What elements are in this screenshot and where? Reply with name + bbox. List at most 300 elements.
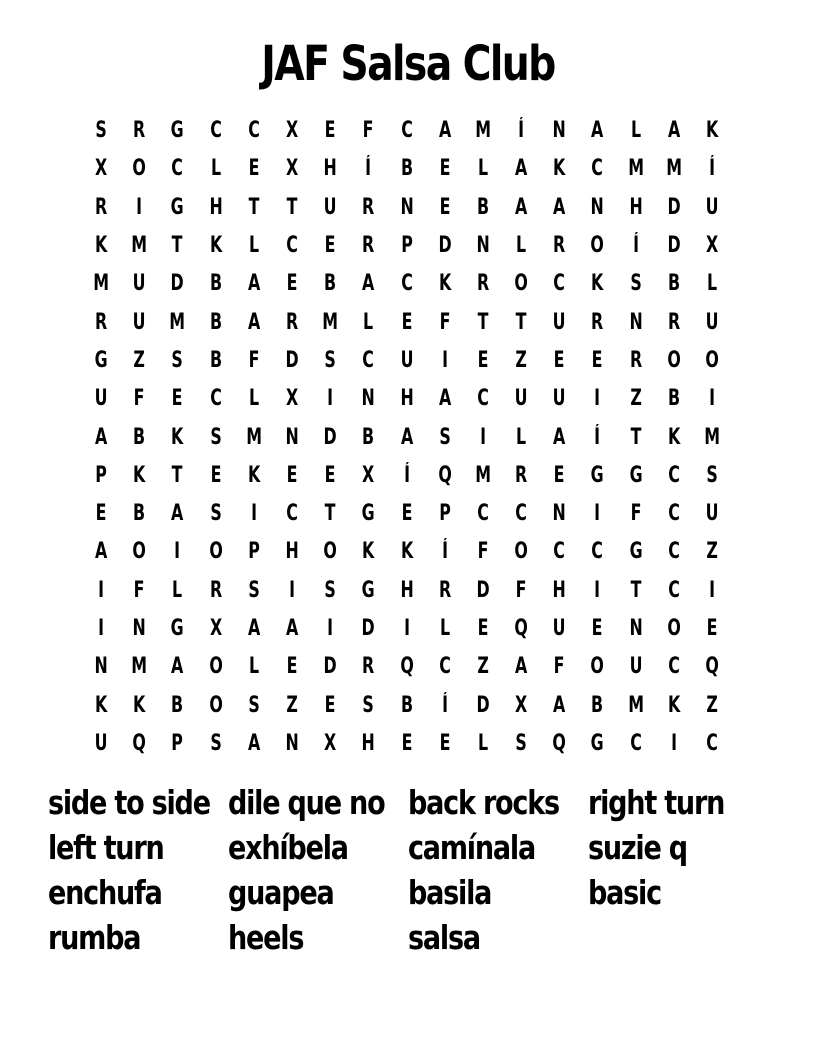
grid-letter: A [591,118,604,144]
grid-letter: I [441,347,448,373]
grid-letter: M [627,156,644,182]
word-list-item: right turn [588,783,725,822]
grid-letter: K [553,156,566,182]
grid-letter: B [209,271,222,297]
grid-row [82,112,731,150]
grid-letter: D [361,616,375,641]
grid-letter: A [400,424,413,450]
word-search-grid [82,112,731,763]
grid-letter: D [438,233,452,259]
grid-letter: X [209,616,222,641]
grid-letter: I [327,616,334,641]
grid-letter: A [285,616,299,641]
word-list-item: exhíbela [228,828,348,867]
grid-letter: C [171,156,184,182]
grid-letter: B [362,424,375,450]
grid-letter: H [323,156,337,182]
grid-row [82,648,731,686]
grid-letter: A [515,194,528,220]
grid-letter: C [286,233,298,259]
grid-letter: I [480,424,486,450]
grid-letter: K [171,424,184,450]
grid-row [82,686,731,724]
grid-letter: A [515,654,528,680]
grid-letter: N [285,424,299,450]
grid-letter: Í [594,424,601,450]
grid-letter: P [400,233,413,259]
grid-letter: D [323,424,337,450]
grid-letter: A [438,386,451,412]
grid-letter: U [94,730,108,756]
grid-row [82,495,731,533]
grid-letter: K [133,692,146,718]
grid-row [82,572,731,610]
grid-letter: H [285,539,299,565]
grid-letter: P [95,462,107,488]
grid-letter: T [515,309,527,335]
grid-letter: H [399,577,414,603]
grid-letter: Í [441,539,448,565]
grid-letter: T [172,233,183,259]
grid-letter: F [133,577,145,603]
grid-letter: O [208,654,223,680]
grid-letter: B [667,386,680,412]
grid-letter: D [667,233,681,259]
word-list-item: basic [588,873,661,912]
grid-letter: O [208,692,223,718]
grid-letter: E [172,386,183,412]
grid-letter: C [668,539,680,565]
grid-letter: A [553,424,566,450]
grid-letter: C [553,539,566,565]
grid-row [82,418,731,456]
grid-letter: R [362,194,375,220]
grid-row [82,342,731,380]
grid-letter: O [132,539,147,565]
grid-letter: S [209,730,222,756]
grid-letter: S [439,424,451,450]
grid-letter: B [476,194,490,220]
grid-letter: Q [705,654,719,680]
grid-letter: S [706,462,718,488]
grid-letter: F [362,118,374,144]
grid-letter: K [667,692,681,718]
grid-letter: C [209,386,222,412]
word-list-item: suzie q [588,828,687,867]
grid-letter: C [362,347,375,373]
grid-letter: M [131,233,148,259]
grid-letter: E [592,347,603,373]
grid-letter: D [476,692,490,718]
grid-letter: E [286,462,298,488]
grid-row [82,610,731,648]
grid-letter: C [438,654,451,680]
grid-letter: O [323,539,337,565]
grid-letter: E [324,233,336,259]
grid-letter: Í [709,156,716,182]
grid-letter: C [668,501,680,527]
grid-letter: R [94,194,108,220]
grid-letter: I [594,501,601,527]
grid-letter: C [668,577,680,603]
grid-letter: D [476,577,490,603]
grid-letter: Í [403,462,410,488]
grid-letter: U [552,616,566,641]
grid-letter: B [667,271,680,297]
grid-letter: U [323,194,337,220]
grid-letter: X [515,692,528,718]
grid-letter: H [209,194,223,220]
grid-letter: L [477,156,489,182]
grid-letter: G [170,118,184,144]
grid-letter: N [285,730,299,756]
grid-letter: B [209,309,222,335]
grid-letter: G [629,462,643,488]
grid-letter: I [136,194,143,220]
grid-letter: O [132,156,147,182]
grid-letter: T [477,309,489,335]
grid-letter: G [170,616,184,641]
grid-letter: L [248,233,259,259]
grid-letter: B [133,501,146,527]
grid-row [82,533,731,571]
grid-letter: R [133,118,146,144]
word-list-item: enchufa [48,873,162,912]
grid-letter: I [594,577,601,603]
grid-letter: G [591,462,605,488]
grid-letter: K [94,692,108,718]
word-list-item: back rocks [408,783,559,822]
grid-letter: A [247,730,260,756]
grid-letter: A [667,118,681,144]
grid-letter: L [516,424,527,450]
grid-row [82,150,731,188]
grid-letter: O [208,539,223,565]
grid-letter: A [171,654,184,680]
grid-letter: O [514,539,528,565]
grid-letter: R [667,309,681,335]
grid-letter: R [209,577,222,603]
grid-letter: A [553,692,566,718]
word-list [48,780,788,960]
grid-letter: B [133,424,146,450]
grid-letter: Z [477,654,489,680]
grid-letter: G [170,194,184,220]
word-list-item: left turn [48,828,164,867]
grid-letter: F [248,347,260,373]
grid-letter: Í [365,156,372,182]
grid-row [82,227,731,265]
grid-letter: S [248,692,260,718]
grid-letter: C [477,501,489,527]
page-title: JAF Salsa Club [261,36,555,92]
grid-letter: E [477,347,489,373]
grid-letter: T [172,462,183,488]
grid-letter: E [401,501,413,527]
grid-letter: R [438,577,451,603]
grid-letter: M [704,424,720,450]
grid-letter: N [629,616,643,641]
grid-letter: T [630,424,642,450]
grid-letter: Q [514,616,528,641]
grid-letter: T [630,577,642,603]
grid-letter: M [475,118,491,144]
grid-letter: M [666,156,682,182]
grid-letter: N [361,386,376,412]
grid-letter: F [553,654,565,680]
grid-letter: L [516,233,527,259]
grid-letter: C [591,156,604,182]
grid-letter: Z [133,347,146,373]
grid-letter: E [95,501,107,527]
grid-letter: C [209,118,222,144]
grid-letter: A [94,539,108,565]
grid-letter: O [590,654,605,680]
grid-letter: A [362,271,375,297]
grid-row [82,265,731,303]
word-list-item: salsa [408,918,480,957]
grid-letter: L [630,118,641,144]
grid-letter: A [94,424,108,450]
grid-letter: Q [399,654,414,680]
grid-letter: I [709,577,716,603]
grid-letter: U [705,309,719,335]
grid-letter: M [475,462,491,488]
grid-letter: C [515,501,527,527]
grid-letter: I [670,730,677,756]
word-list-item: rumba [48,918,141,957]
grid-letter: U [132,271,146,297]
grid-letter: K [591,271,604,297]
grid-letter: B [171,692,184,718]
grid-letter: K [362,539,375,565]
grid-letter: N [590,194,605,220]
grid-letter: S [324,347,336,373]
grid-letter: C [591,539,604,565]
grid-letter: I [98,616,105,641]
grid-letter: Z [629,386,642,412]
grid-letter: R [553,233,566,259]
grid-letter: S [630,271,642,297]
grid-letter: E [553,462,565,488]
grid-letter: N [629,309,643,335]
grid-letter: F [133,386,145,412]
grid-letter: G [94,347,108,373]
grid-letter: G [361,577,375,603]
grid-letter: M [169,309,186,335]
grid-letter: U [400,347,414,373]
grid-letter: G [361,501,375,527]
grid-letter: E [439,156,451,182]
grid-letter: G [629,539,643,565]
grid-letter: S [515,730,527,756]
grid-letter: U [629,654,643,680]
grid-letter: U [552,386,566,412]
grid-letter: C [248,118,260,144]
grid-letter: R [515,462,528,488]
grid-letter: T [286,194,298,220]
grid-letter: F [630,501,642,527]
grid-letter: S [171,347,184,373]
grid-letter: I [594,386,601,412]
grid-letter: L [248,386,259,412]
grid-letter: N [552,118,566,144]
grid-letter: M [245,424,262,450]
word-list-item: guapea [228,873,334,912]
grid-letter: U [705,501,719,527]
grid-letter: L [477,730,489,756]
grid-letter: D [285,347,299,373]
grid-letter: E [248,156,260,182]
grid-letter: U [552,309,566,335]
grid-letter: I [327,386,334,412]
grid-letter: A [553,194,566,220]
grid-letter: C [286,501,298,527]
grid-letter: E [324,118,336,144]
grid-letter: X [362,462,375,488]
grid-letter: Í [518,118,525,144]
grid-letter: I [403,616,410,641]
grid-letter: C [668,462,680,488]
grid-letter: Q [552,730,567,756]
grid-letter: Z [515,347,527,373]
grid-letter: D [667,194,681,220]
grid-letter: Q [438,462,452,488]
grid-letter: C [706,730,718,756]
grid-letter: E [553,347,565,373]
grid-letter: I [250,501,257,527]
grid-letter: X [285,386,299,412]
grid-letter: B [400,692,413,718]
grid-letter: Z [706,539,718,565]
grid-letter: R [476,271,490,297]
grid-letter: D [323,654,337,680]
grid-letter: L [439,616,450,641]
grid-letter: E [477,616,489,641]
grid-letter: R [362,233,375,259]
grid-letter: Í [441,692,448,718]
grid-letter: U [94,386,108,412]
grid-letter: E [706,616,718,641]
grid-letter: I [289,577,295,603]
grid-letter: E [401,309,413,335]
grid-letter: Q [132,730,147,756]
grid-letter: C [553,271,566,297]
grid-letter: L [172,577,183,603]
grid-letter: D [170,271,185,297]
grid-letter: K [667,424,681,450]
grid-letter: B [324,271,337,297]
grid-letter: S [248,577,260,603]
grid-letter: Z [706,692,718,718]
grid-letter: A [438,118,451,144]
word-list-item: dile que no [228,783,385,822]
grid-letter: P [171,730,184,756]
grid-letter: R [94,309,108,335]
grid-letter: N [399,194,414,220]
grid-letter: E [592,616,603,641]
grid-letter: X [324,730,337,756]
grid-letter: K [247,462,260,488]
grid-letter: S [362,692,375,718]
grid-letter: R [362,654,375,680]
grid-letter: O [514,271,528,297]
grid-letter: N [476,233,490,259]
grid-letter: U [705,194,719,220]
grid-letter: N [94,654,108,680]
grid-row [82,725,731,763]
grid-letter: I [98,577,105,603]
grid-letter: X [285,156,299,182]
grid-letter: U [132,309,146,335]
grid-letter: C [400,271,413,297]
grid-letter: X [94,156,108,182]
grid-letter: B [400,156,413,182]
grid-letter: A [247,271,260,297]
grid-letter: H [399,386,414,412]
grid-letter: C [629,730,642,756]
grid-letter: R [285,309,299,335]
grid-letter: L [363,309,374,335]
grid-letter: A [247,616,260,641]
grid-letter: R [629,347,642,373]
grid-letter: Í [632,233,639,259]
grid-letter: T [324,501,336,527]
grid-letter: X [285,118,299,144]
grid-letter: N [552,501,566,527]
grid-row [82,457,731,495]
grid-letter: K [133,462,146,488]
grid-letter: K [438,271,451,297]
grid-letter: E [439,730,451,756]
grid-letter: P [248,539,260,565]
grid-letter: A [247,309,260,335]
grid-letter: E [324,462,336,488]
grid-letter: S [209,424,222,450]
grid-row [82,380,731,418]
grid-letter: F [515,577,527,603]
word-list-item: camínala [408,828,535,867]
grid-letter: F [439,309,451,335]
grid-letter: H [629,194,643,220]
grid-letter: M [131,654,148,680]
grid-letter: O [667,616,681,641]
grid-letter: K [209,233,222,259]
grid-letter: B [209,347,222,373]
grid-letter: E [439,194,451,220]
grid-letter: I [709,386,716,412]
grid-letter: L [248,654,259,680]
grid-letter: T [248,194,260,220]
grid-letter: K [705,118,719,144]
grid-letter: A [171,501,184,527]
grid-letter: F [477,539,489,565]
grid-letter: O [705,347,719,373]
grid-letter: M [93,271,109,297]
grid-letter: I [174,539,181,565]
grid-letter: R [591,309,604,335]
grid-letter: P [438,501,451,527]
grid-letter: Z [286,692,298,718]
grid-letter: C [668,654,680,680]
grid-letter: H [552,577,566,603]
word-list-item: heels [228,918,304,957]
grid-letter: M [322,309,339,335]
word-list-item: basila [408,873,492,912]
grid-letter: E [324,692,336,718]
grid-letter: U [514,386,528,412]
grid-letter: C [477,386,489,412]
